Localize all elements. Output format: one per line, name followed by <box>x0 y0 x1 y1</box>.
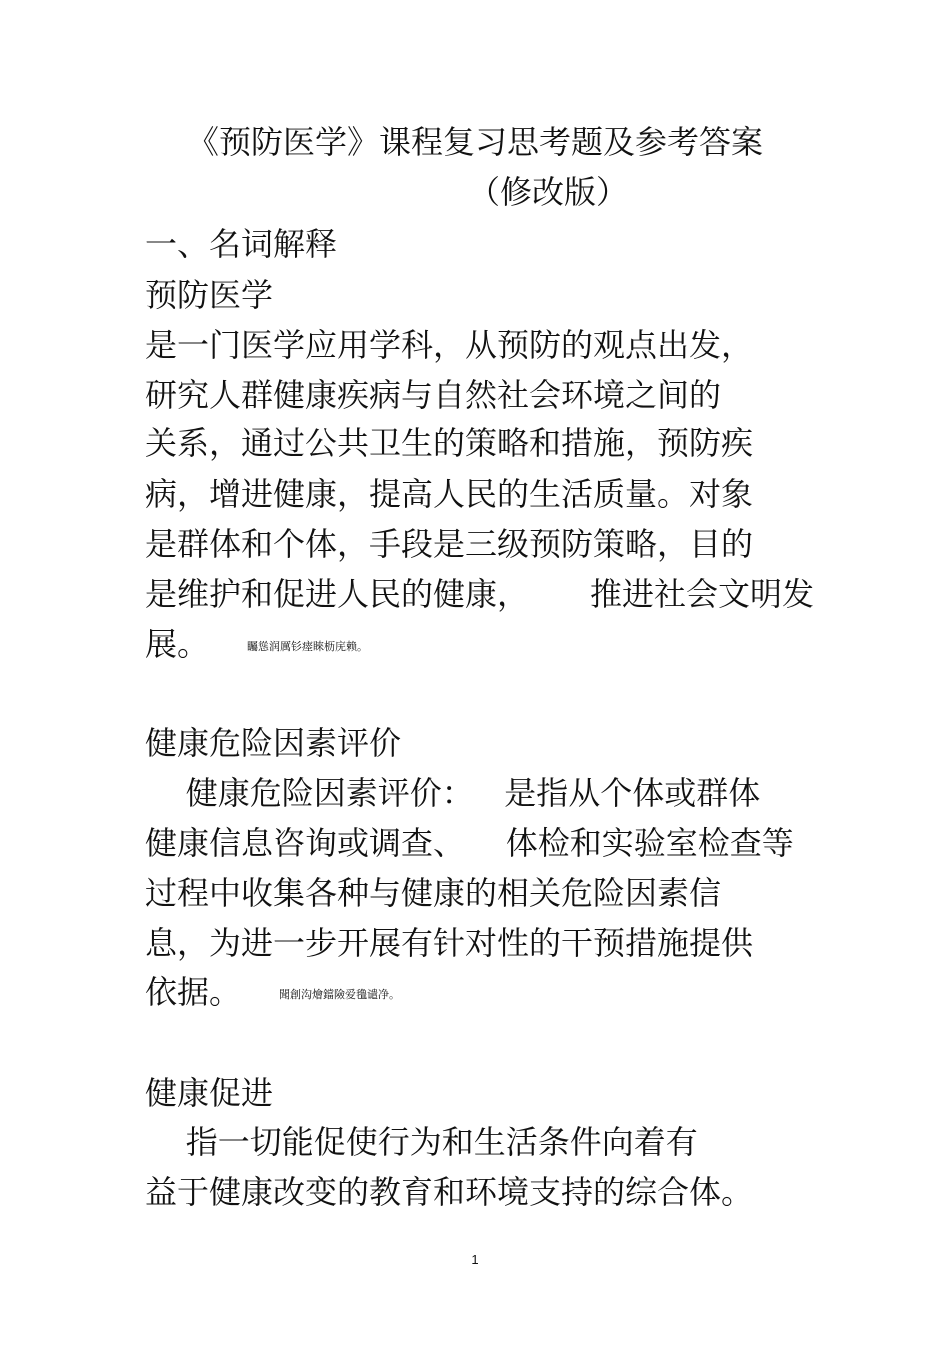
term-body-line: 过程中收集各种与健康的相关危险因素信 <box>145 874 722 912</box>
term-body-line: 息，为进一步开展有针对性的干预措施提供 <box>145 924 754 962</box>
term-body-line: 病，增进健康，提高人民的生活质量。对象 <box>145 475 754 513</box>
term-body-last-line <box>145 972 400 1012</box>
term-body-line: 健康信息咨询或调查、 体检和实验室检查等 <box>145 824 794 862</box>
term-body-line: 指一切能促使行为和生活条件向着有 <box>145 1123 698 1161</box>
term-body-line: 是一门医学应用学科，从预防的观点出发， <box>145 326 754 364</box>
page-number: 1 <box>471 1252 479 1267</box>
term-body-line: 益于健康改变的教育和环境支持的综合体。 <box>145 1173 754 1211</box>
term-heading: 预防医学 <box>145 276 274 314</box>
term-body-line: 研究人群健康疾病与自然社会环境之间的 <box>145 376 722 414</box>
garbled-text: 矚慫润厲钐瘗睞枥庑赖。 <box>247 639 369 653</box>
term-body-line: 关系，通过公共卫生的策略和措施，预防疾 <box>145 424 754 462</box>
term-body-line: 是群体和个体，手段是三级预防策略，目的 <box>145 525 754 563</box>
term-heading: 健康促进 <box>145 1074 274 1112</box>
section-heading: 一、名词解释 <box>145 225 338 263</box>
term-body-line: 展。 <box>145 625 210 663</box>
term-body-last-line <box>145 624 368 664</box>
term-body-line: 健康危险因素评价： 是指从个体或群体 <box>145 774 761 812</box>
term-heading: 健康危险因素评价 <box>145 724 402 762</box>
term-body-line: 依据。 <box>145 973 242 1011</box>
term-body-line: 是维护和促进人民的健康， 推进社会文明发 <box>145 575 815 613</box>
document-subtitle: （修改版） <box>468 173 629 211</box>
garbled-text: 聞創沟燴鐺險爱氇谴净。 <box>279 987 401 1001</box>
document-title: 《预防医学》课程复习思考题及参考答案 <box>186 123 763 161</box>
